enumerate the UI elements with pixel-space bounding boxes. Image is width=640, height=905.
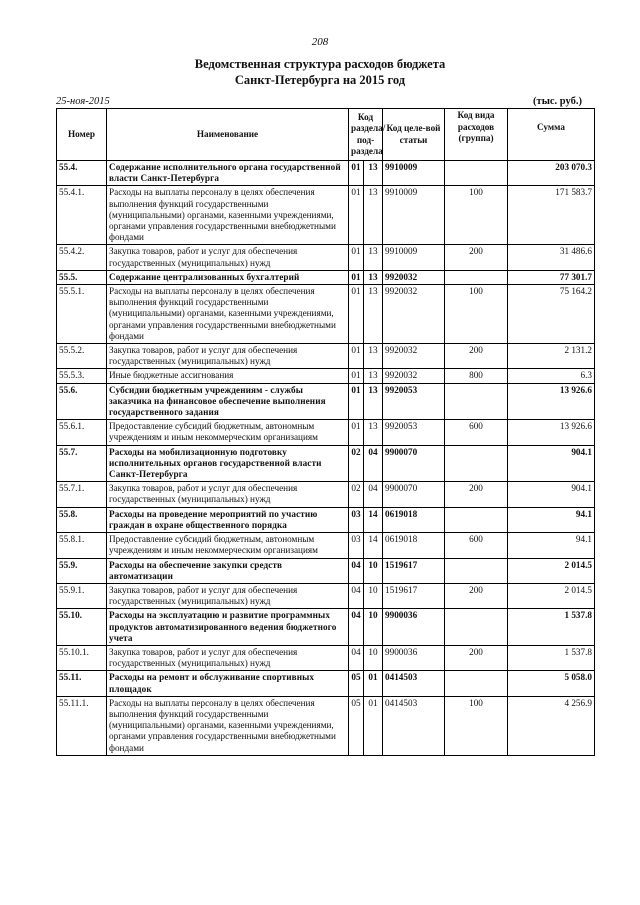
- row-number: 55.4.1.: [57, 186, 107, 245]
- row-expense-type: [445, 507, 508, 532]
- table-row: [57, 645, 595, 670]
- row-article-code: 1519617: [383, 558, 445, 583]
- header-section: Код раздела/ под-раздела: [349, 109, 383, 161]
- row-subsection-code: 01: [364, 696, 383, 755]
- row-article-code: 9900036: [383, 645, 445, 670]
- row-expense-type: 100: [445, 696, 508, 755]
- table-row: [57, 285, 595, 344]
- row-subsection-code: 14: [364, 533, 383, 558]
- row-name: Расходы на выплаты персоналу в целях обеспечения выполнения функций государственными (муниципальными) органами, казенными учреждениями, органами управления государственными внебюджетными фондами: [107, 186, 349, 245]
- row-number: 55.11.: [57, 671, 107, 696]
- row-section-code: 02: [349, 445, 364, 482]
- row-sum: 13 926.6: [508, 420, 595, 445]
- row-article-code: 9920032: [383, 369, 445, 383]
- row-sum: 77 301.7: [508, 270, 595, 284]
- row-expense-type: [445, 161, 508, 186]
- row-sum: 904.1: [508, 482, 595, 507]
- row-sum: 5 058.0: [508, 671, 595, 696]
- header-name: Наименование: [107, 109, 349, 161]
- row-subsection-code: 13: [364, 285, 383, 344]
- row-name: Закупка товаров, работ и услуг для обеспечения государственных (муниципальных) нужд: [107, 245, 349, 270]
- row-sum: 203 070.3: [508, 161, 595, 186]
- row-number: 55.5.: [57, 270, 107, 284]
- table-row: [57, 445, 595, 482]
- row-sum: 171 583.7: [508, 186, 595, 245]
- document-title: [0, 56, 640, 88]
- row-name: Содержание централизованных бухгалтерий: [107, 270, 349, 284]
- row-expense-type: 200: [445, 645, 508, 670]
- row-name: Расходы на мобилизационную подготовку исполнительных органов государственной власти Санкт-Петербурга: [107, 445, 349, 482]
- row-name: Закупка товаров, работ и услуг для обеспечения государственных (муниципальных) нужд: [107, 344, 349, 369]
- row-number: 55.5.3.: [57, 369, 107, 383]
- table-row: [57, 245, 595, 270]
- table-row: [57, 609, 595, 646]
- row-section-code: 01: [349, 245, 364, 270]
- table-row: [57, 533, 595, 558]
- title-line-2: Санкт-Петербурга на 2015 год: [234, 73, 406, 87]
- row-name: Закупка товаров, работ и услуг для обеспечения государственных (муниципальных) нужд: [107, 482, 349, 507]
- row-expense-type: [445, 558, 508, 583]
- row-sum: 1 537.8: [508, 645, 595, 670]
- row-name: Предоставление субсидий бюджетным, автономным учреждениям и иным некоммерческим организациям: [107, 533, 349, 558]
- header-number: Номер: [57, 109, 107, 161]
- row-sum: 2 014.5: [508, 583, 595, 608]
- row-section-code: 03: [349, 507, 364, 532]
- row-number: 55.9.1.: [57, 583, 107, 608]
- row-number: 55.8.1.: [57, 533, 107, 558]
- header-sum: Сумма: [508, 109, 595, 161]
- row-name: Субсидии бюджетным учреждениям - службы заказчика на финансовое обеспечение выполнения государственного задания: [107, 383, 349, 420]
- table-row: [57, 482, 595, 507]
- table-row: [57, 507, 595, 532]
- row-section-code: 01: [349, 270, 364, 284]
- row-sum: 13 926.6: [508, 383, 595, 420]
- row-number: 55.4.: [57, 161, 107, 186]
- row-name: Предоставление субсидий бюджетным, автономным учреждениям и иным некоммерческим организациям: [107, 420, 349, 445]
- row-subsection-code: 13: [364, 161, 383, 186]
- table-row: [57, 161, 595, 186]
- table-row: [57, 671, 595, 696]
- row-number: 55.5.2.: [57, 344, 107, 369]
- row-name: Закупка товаров, работ и услуг для обеспечения государственных (муниципальных) нужд: [107, 583, 349, 608]
- row-section-code: 05: [349, 696, 364, 755]
- row-expense-type: 200: [445, 482, 508, 507]
- row-article-code: 9920053: [383, 420, 445, 445]
- row-expense-type: [445, 671, 508, 696]
- table-row: [57, 186, 595, 245]
- row-section-code: 01: [349, 344, 364, 369]
- row-article-code: 9910009: [383, 186, 445, 245]
- row-sum: 904.1: [508, 445, 595, 482]
- row-section-code: 01: [349, 161, 364, 186]
- table-row: [57, 558, 595, 583]
- row-expense-type: [445, 270, 508, 284]
- row-section-code: 01: [349, 369, 364, 383]
- row-section-code: 02: [349, 482, 364, 507]
- document-date: 25-ноя-2015: [56, 96, 110, 107]
- row-number: 55.10.: [57, 609, 107, 646]
- row-name: Расходы на выплаты персоналу в целях обеспечения выполнения функций государственными (муниципальными) органами, казенными учреждениями, органами управления государственными внебюджетными фондами: [107, 285, 349, 344]
- row-name: Содержание исполнительного органа государственной власти Санкт-Петербурга: [107, 161, 349, 186]
- row-subsection-code: 13: [364, 245, 383, 270]
- row-article-code: 9900070: [383, 482, 445, 507]
- row-section-code: 04: [349, 609, 364, 646]
- row-expense-type: 100: [445, 285, 508, 344]
- row-article-code: 0414503: [383, 696, 445, 755]
- row-expense-type: 200: [445, 583, 508, 608]
- row-article-code: 9920032: [383, 344, 445, 369]
- row-name: Расходы на обеспечение закупки средств автоматизации: [107, 558, 349, 583]
- row-section-code: 04: [349, 558, 364, 583]
- table-body: [57, 161, 595, 756]
- row-expense-type: 600: [445, 533, 508, 558]
- row-article-code: 9920032: [383, 285, 445, 344]
- row-article-code: 9920032: [383, 270, 445, 284]
- row-article-code: 9900070: [383, 445, 445, 482]
- row-subsection-code: 10: [364, 645, 383, 670]
- row-section-code: 01: [349, 383, 364, 420]
- row-expense-type: [445, 445, 508, 482]
- row-subsection-code: 13: [364, 383, 383, 420]
- table-row: [57, 583, 595, 608]
- table-row: [57, 270, 595, 284]
- table-row: [57, 369, 595, 383]
- row-subsection-code: 14: [364, 507, 383, 532]
- table-row: [57, 420, 595, 445]
- row-expense-type: 800: [445, 369, 508, 383]
- row-name: Иные бюджетные ассигнования: [107, 369, 349, 383]
- row-expense-type: 200: [445, 245, 508, 270]
- row-expense-type: 100: [445, 186, 508, 245]
- row-subsection-code: 13: [364, 344, 383, 369]
- row-number: 55.5.1.: [57, 285, 107, 344]
- row-number: 55.6.: [57, 383, 107, 420]
- row-expense-type: 200: [445, 344, 508, 369]
- row-article-code: 0619018: [383, 507, 445, 532]
- row-subsection-code: 13: [364, 369, 383, 383]
- row-article-code: 0414503: [383, 671, 445, 696]
- row-article-code: 9920053: [383, 383, 445, 420]
- row-subsection-code: 10: [364, 583, 383, 608]
- row-expense-type: [445, 609, 508, 646]
- page-number: 208: [311, 36, 329, 48]
- row-article-code: 9900036: [383, 609, 445, 646]
- row-subsection-code: 10: [364, 609, 383, 646]
- row-section-code: 03: [349, 533, 364, 558]
- row-sum: 2 131.2: [508, 344, 595, 369]
- row-sum: 94.1: [508, 533, 595, 558]
- row-section-code: 05: [349, 671, 364, 696]
- row-article-code: 1519617: [383, 583, 445, 608]
- table-row: [57, 383, 595, 420]
- row-number: 55.8.: [57, 507, 107, 532]
- row-section-code: 04: [349, 645, 364, 670]
- row-sum: 94.1: [508, 507, 595, 532]
- header-article: Код целе-вой статьи: [383, 109, 445, 161]
- row-number: 55.10.1.: [57, 645, 107, 670]
- budget-table: [56, 108, 595, 756]
- row-section-code: 01: [349, 285, 364, 344]
- row-article-code: 9910009: [383, 161, 445, 186]
- row-subsection-code: 04: [364, 482, 383, 507]
- row-sum: 1 537.8: [508, 609, 595, 646]
- currency-units: (тыс. руб.): [533, 96, 582, 107]
- row-name: Расходы на ремонт и обслуживание спортивных площадок: [107, 671, 349, 696]
- row-number: 55.9.: [57, 558, 107, 583]
- row-sum: 4 256.9: [508, 696, 595, 755]
- row-name: Закупка товаров, работ и услуг для обеспечения государственных (муниципальных) нужд: [107, 645, 349, 670]
- row-number: 55.7.1.: [57, 482, 107, 507]
- row-sum: 31 486.6: [508, 245, 595, 270]
- row-name: Расходы на эксплуатацию и развитие программных продуктов автоматизированного ведения бюджетного учета: [107, 609, 349, 646]
- row-name: Расходы на проведение мероприятий по участию граждан в охране общественного порядка: [107, 507, 349, 532]
- header-type: Код вида расходов (группа): [445, 109, 508, 161]
- row-article-code: 0619018: [383, 533, 445, 558]
- row-section-code: 04: [349, 583, 364, 608]
- row-article-code: 9910009: [383, 245, 445, 270]
- row-subsection-code: 10: [364, 558, 383, 583]
- row-expense-type: [445, 383, 508, 420]
- row-subsection-code: 01: [364, 671, 383, 696]
- row-name: Расходы на выплаты персоналу в целях обеспечения выполнения функций государственными (муниципальными) органами, казенными учреждениями, органами управления государственными внебюджетными фондами: [107, 696, 349, 755]
- row-sum: 75 164.2: [508, 285, 595, 344]
- row-number: 55.4.2.: [57, 245, 107, 270]
- row-subsection-code: 13: [364, 186, 383, 245]
- row-subsection-code: 04: [364, 445, 383, 482]
- title-line-1: Ведомственная структура расходов бюджета: [194, 57, 446, 71]
- row-expense-type: 600: [445, 420, 508, 445]
- row-number: 55.6.1.: [57, 420, 107, 445]
- row-subsection-code: 13: [364, 270, 383, 284]
- row-section-code: 01: [349, 420, 364, 445]
- table-row: [57, 696, 595, 755]
- table-header-row: [57, 109, 595, 161]
- row-section-code: 01: [349, 186, 364, 245]
- row-number: 55.7.: [57, 445, 107, 482]
- row-sum: 2 014.5: [508, 558, 595, 583]
- row-number: 55.11.1.: [57, 696, 107, 755]
- table-row: [57, 344, 595, 369]
- row-sum: 6.3: [508, 369, 595, 383]
- row-subsection-code: 13: [364, 420, 383, 445]
